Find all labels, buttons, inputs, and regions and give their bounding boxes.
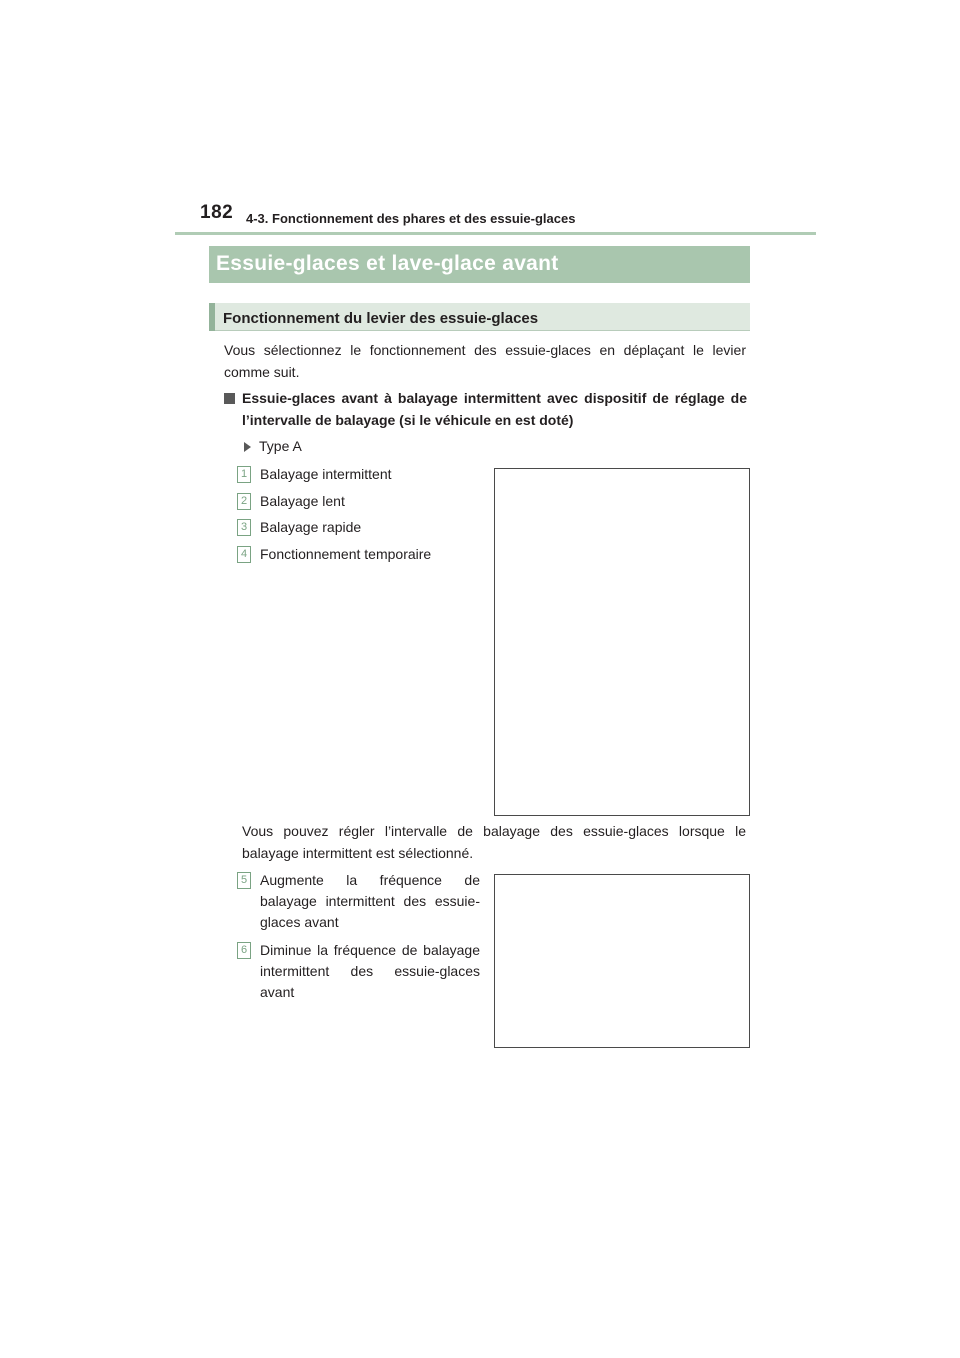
list-item: Balayage intermittent <box>260 466 392 482</box>
page-title: Essuie-glaces et lave-glace avant <box>216 252 559 275</box>
interval-note: Vous pouvez régler l’intervalle de balayage des essuie-glaces lorsque le balayage intermittent est sélectionné. <box>242 823 746 861</box>
item-number-badge: 5 <box>237 872 251 889</box>
subheading-accent-bar <box>209 303 215 331</box>
item-number-badge: 1 <box>237 466 251 483</box>
subheading: Fonctionnement du levier des essuie-glaces <box>223 310 539 327</box>
header-divider <box>175 232 816 235</box>
type-label: Type A <box>259 438 302 454</box>
item-number-badge: 2 <box>237 493 251 510</box>
list-item: Balayage lent <box>260 493 345 509</box>
list-item: Diminue la fréquence de balayage intermittent des essuie-glaces avant <box>260 942 480 1000</box>
item-number-badge: 6 <box>237 942 251 959</box>
page-number: 182 <box>200 202 234 223</box>
section-header: 4-3. Fonctionnement des phares et des essuie-glaces <box>246 211 576 226</box>
list-item: Augmente la fréquence de balayage intermittent des essuie-glaces avant <box>260 872 480 930</box>
list-item: Fonctionnement temporaire <box>260 546 432 562</box>
intro-paragraph: Vous sélectionnez le fonctionnement des essuie-glaces en déplaçant le levier comme suit. <box>224 342 746 380</box>
item-number-badge: 4 <box>237 546 251 563</box>
square-bullet-icon <box>224 393 235 404</box>
triangle-bullet-icon <box>244 442 251 452</box>
item-number-badge: 3 <box>237 519 251 536</box>
interval-adjuster-illustration <box>494 874 750 1048</box>
list-item: Balayage rapide <box>260 519 362 535</box>
bullet-heading: Essuie-glaces avant à balayage intermittent avec dispositif de réglage de l’intervalle de balayage (si le véhicule en est doté) <box>242 390 747 428</box>
lever-illustration-type-a <box>494 468 750 816</box>
